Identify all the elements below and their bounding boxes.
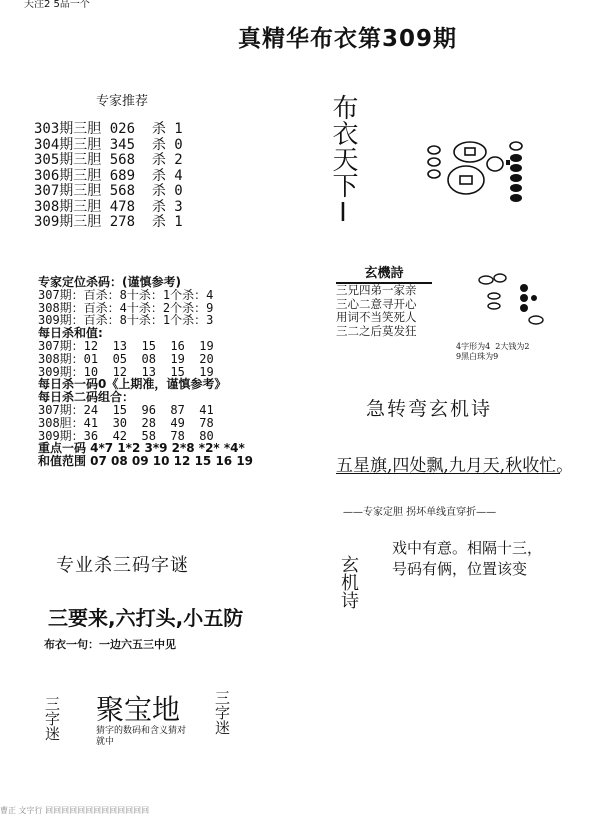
sanzi-right: 三字迷 xyxy=(213,690,231,735)
page-title: 真精华布衣第309期 xyxy=(238,26,458,52)
daily-two-heading: 每日杀二码组合： xyxy=(38,390,135,405)
buyi-vertical: 布衣天下I xyxy=(328,94,358,228)
list-item: 305期三胆 568 杀 2 xyxy=(34,152,183,168)
list-item: 三心二意寻开心 xyxy=(336,296,417,311)
list-item: 308期：百杀：4十杀：2个杀：9 xyxy=(38,300,214,315)
list-item: 308期：01 05 08 19 20 xyxy=(38,351,214,366)
list-item: 303期三胆 026 杀 1 xyxy=(34,121,183,137)
small-note: 4字形为4 2大钱为2 9黑白珠为9 xyxy=(456,342,530,361)
separator-line: ——专家定胆 拐坏单线直穿折—— xyxy=(343,507,497,518)
six-panel xyxy=(336,262,432,338)
sum-range-line: 和值范围 07 08 09 10 12 15 16 19 xyxy=(38,454,254,469)
expert-data-block xyxy=(38,276,253,468)
expert-position-heading: 专家定位杀码：(谨慎参考) xyxy=(38,275,181,289)
list-item: 用词不当笑死人 xyxy=(336,310,417,325)
key-one-line: 重点一码 4*7 1*2 3*9 2*8 *2* *4* xyxy=(38,441,245,456)
daily-sum-heading: 每日杀和值: xyxy=(38,326,103,341)
wuxing-line: 五星旗,四处飘,九月天,秋收忙。 xyxy=(336,456,574,476)
three-line: 三要来,六打头,小五防 xyxy=(48,606,244,630)
expert-recommend-list xyxy=(34,122,183,231)
footer-watermark: 曹正 文字行 回回回回回回回回回回回回回 xyxy=(0,806,150,815)
daily-one-heading: 每日杀一码0《上期准，谨慎参考》 xyxy=(38,377,227,392)
list-item: 307期：24 15 96 87 41 xyxy=(38,402,214,417)
list-item: 308胆：41 30 28 49 78 xyxy=(38,415,214,430)
pro-heading: 专业杀三码字谜 xyxy=(56,555,189,576)
list-item: 309期：36 42 58 78 80 xyxy=(38,428,214,443)
list-item: 309期三胆 278 杀 1 xyxy=(34,214,183,230)
list-item: 307期：12 13 15 16 19 xyxy=(38,338,214,353)
sanzi-left: 三字迷 xyxy=(43,696,61,741)
poem-lines: 戏中有意。相隔十三， 号码有俩，位置该变 xyxy=(392,539,543,578)
xuanji-vertical: 玄机诗 xyxy=(338,555,359,609)
expert-recommend-heading: 专家推荐 xyxy=(96,94,149,109)
list-item: 309期：10 12 13 15 19 xyxy=(38,364,214,379)
jubao-note: 猜字的数码和含义猜对就中 xyxy=(96,726,187,747)
top-line: 天注2 5品一个 xyxy=(24,0,90,10)
jubao-title: 聚宝地 xyxy=(96,693,181,726)
list-item: 三兄四弟一家亲 xyxy=(336,283,417,297)
list-item: 309期：百杀：8十杀：1个杀：3 xyxy=(38,313,214,328)
list-item: 306期三胆 689 杀 4 xyxy=(34,167,183,184)
list-item: 307期：百杀：8十杀：1个杀：4 xyxy=(38,287,214,302)
wuxing-underline xyxy=(336,473,560,474)
buyi-line: 布衣一句：一边六五三中见 xyxy=(44,638,176,651)
jizhuan-heading: 急转弯玄机诗 xyxy=(366,398,493,420)
list-item: 307期三胆 568 杀 0 xyxy=(34,183,183,199)
list-item: 304期三胆 345 杀 0 xyxy=(34,136,183,153)
symbol-picture-icon xyxy=(472,270,556,334)
list-item: 三二之后莫发狂 xyxy=(336,323,417,338)
top-strip xyxy=(0,0,600,8)
coin-picture-icon xyxy=(420,132,530,210)
six-panel-heading: 玄機詩 xyxy=(336,262,432,284)
list-item: 308期三胆 478 杀 3 xyxy=(34,198,183,215)
